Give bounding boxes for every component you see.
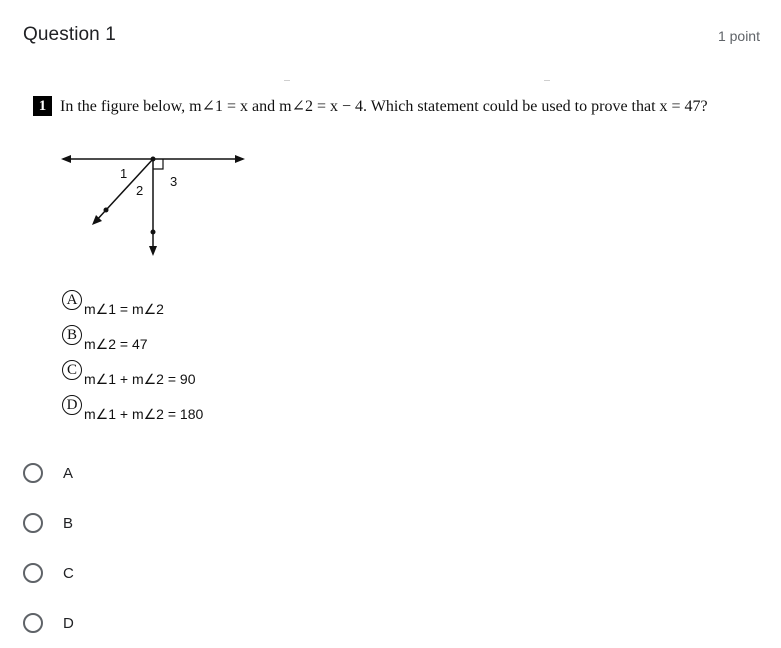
option-label: A bbox=[63, 464, 74, 482]
choice-letter: D bbox=[62, 395, 82, 415]
choice-letter: A bbox=[62, 290, 82, 310]
option-label: C bbox=[63, 564, 74, 582]
point-dot bbox=[151, 230, 156, 235]
choice-d bbox=[62, 395, 203, 430]
question-number-badge: 1 bbox=[33, 96, 52, 116]
option-label: D bbox=[63, 614, 74, 632]
radio-button-c[interactable] bbox=[23, 563, 43, 583]
option-c[interactable] bbox=[23, 548, 74, 598]
option-d[interactable] bbox=[23, 598, 74, 648]
choice-letter: B bbox=[62, 325, 82, 345]
arrow-right-icon bbox=[235, 155, 245, 163]
angle-label-1: 1 bbox=[120, 166, 128, 181]
choice-c bbox=[62, 360, 203, 395]
choice-letter: C bbox=[62, 360, 82, 380]
choice-a bbox=[62, 290, 203, 325]
choice-b bbox=[62, 325, 203, 360]
point-dot bbox=[104, 208, 109, 213]
radio-button-d[interactable] bbox=[23, 613, 43, 633]
question-text: In the figure below, m∠1 = x and m∠2 = x − 4. Which statement could be used to prove that x = 47? bbox=[60, 98, 708, 115]
radio-group bbox=[23, 448, 74, 648]
choice-expression: m∠1 = m∠2 bbox=[84, 301, 164, 317]
radio-button-a[interactable] bbox=[23, 463, 43, 483]
option-a[interactable] bbox=[23, 448, 74, 498]
question-title: Question 1 bbox=[23, 24, 116, 45]
scan-mark bbox=[544, 80, 550, 81]
choice-expression: m∠1 + m∠2 = 180 bbox=[84, 406, 204, 422]
answer-choices bbox=[62, 290, 203, 430]
arrow-down-icon bbox=[149, 246, 157, 256]
radio-button-b[interactable] bbox=[23, 513, 43, 533]
arrow-left-icon bbox=[61, 155, 71, 163]
geometry-figure bbox=[55, 148, 255, 260]
option-b[interactable] bbox=[23, 498, 74, 548]
choice-expression: m∠1 + m∠2 = 90 bbox=[84, 371, 196, 387]
vertex-dot bbox=[151, 157, 156, 162]
choice-expression: m∠2 = 47 bbox=[84, 336, 148, 352]
scan-mark bbox=[284, 80, 290, 81]
angle-label-3: 3 bbox=[170, 174, 178, 189]
angle-label-2: 2 bbox=[136, 183, 144, 198]
option-label: B bbox=[63, 514, 74, 532]
points-label: 1 point bbox=[717, 28, 760, 44]
question-prompt bbox=[33, 96, 708, 116]
